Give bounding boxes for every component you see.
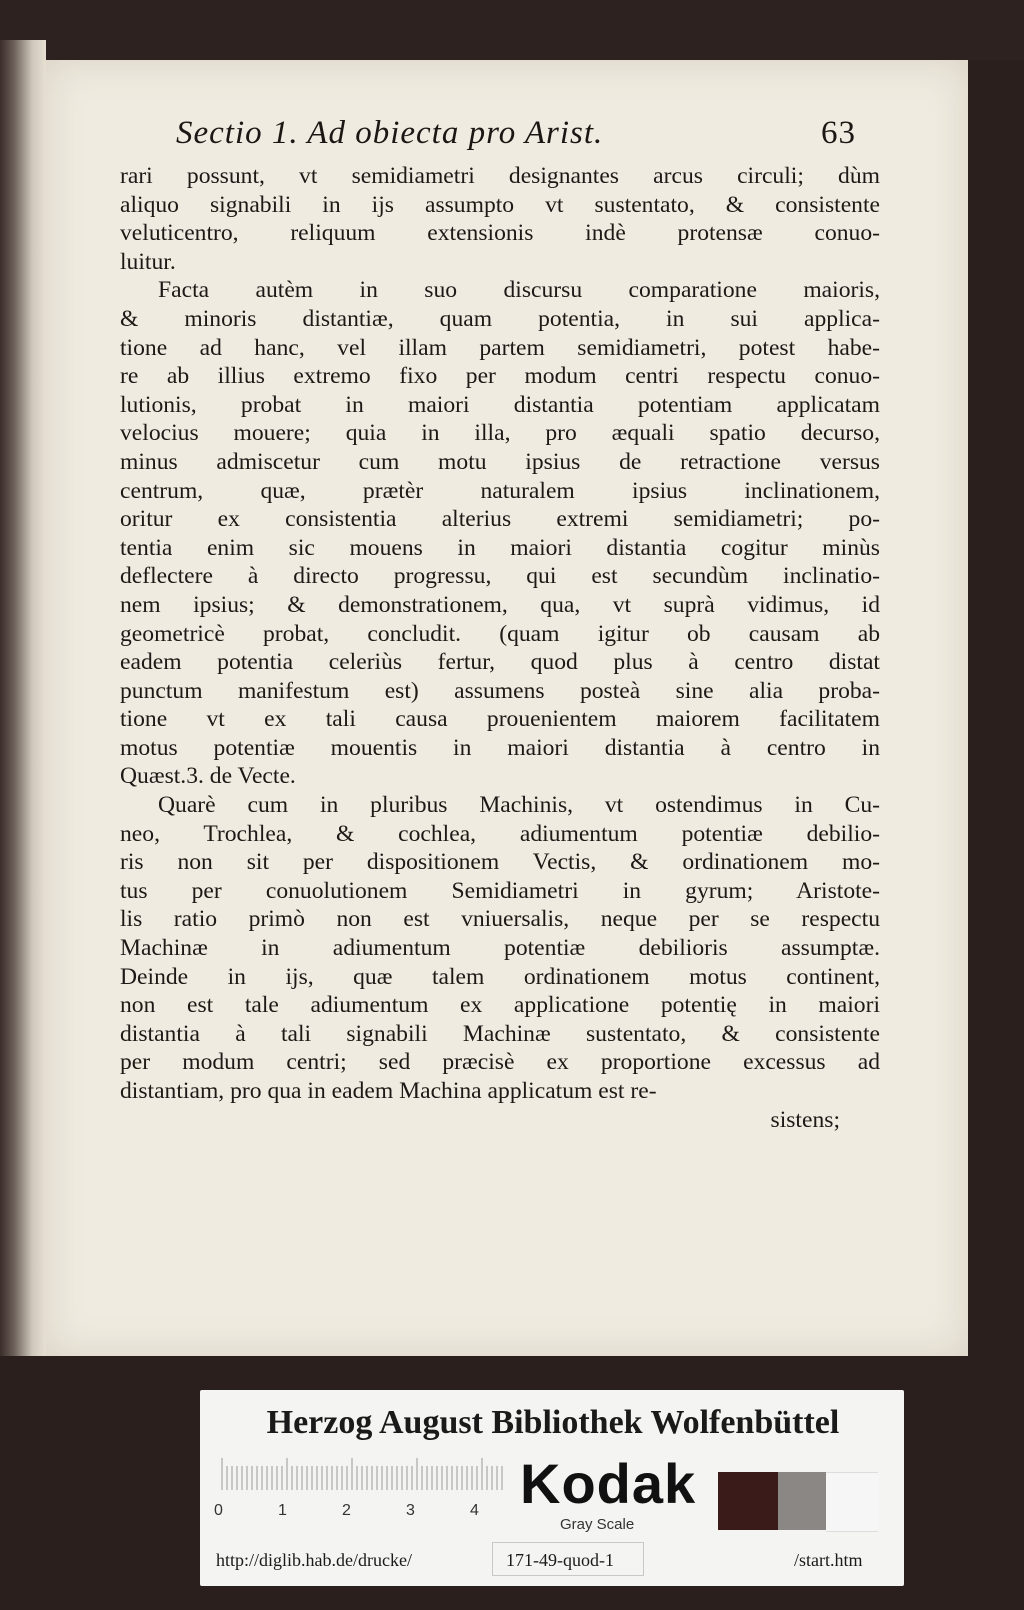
paragraph	[120, 162, 880, 276]
text-line: Machinæ in adiumentum potentiæ debilioris assumptæ.	[120, 935, 880, 962]
text-line: lutionis, probat in maiori distantia potentiam applicatam	[120, 391, 880, 418]
text-line: Deinde in ijs, quæ talem ordinationem motus continent,	[120, 963, 880, 990]
gray-patch-white	[826, 1472, 878, 1532]
scan-background-top	[0, 0, 1024, 60]
book-page	[46, 60, 968, 1356]
text-line: minus admiscetur cum motu ipsius de retractione versus	[120, 448, 880, 475]
text-line: deflectere à directo progressu, qui est secundùm inclinatio-	[120, 563, 880, 590]
text-line: luitur.	[120, 248, 176, 275]
text-line: tione vt ex tali causa prouenientem maiorem facilitatem	[120, 706, 880, 733]
text-line: eadem potentia celeriùs fertur, quod plus à centro distat	[120, 649, 880, 676]
text-line: rari possunt, vt semidiametri designantes arcus circuli; dùm	[120, 163, 880, 189]
text-line: veluticentro, reliquum extensionis indè protensæ conuo-	[120, 220, 880, 247]
url-prefix: http://diglib.hab.de/drucke/	[216, 1550, 412, 1570]
ruler-labels	[214, 1502, 494, 1524]
text-line: re ab illius extremo fixo per modum centri respectu conuo-	[120, 363, 880, 390]
facing-page-edge	[0, 40, 46, 1370]
paragraph	[120, 791, 880, 1106]
text-line: tione ad hanc, vel illam partem semidiametri, potest habe-	[120, 334, 880, 361]
page-number: 63	[821, 115, 856, 151]
text-line: distantia à tali signabili Machinæ sustentato, & consistente	[120, 1020, 880, 1047]
gray-patch-mid	[778, 1472, 826, 1530]
text-line: distantiam, pro qua in eadem Machina applicatum est re-	[120, 1078, 657, 1104]
library-name: Herzog August Bibliothek Wolfenbüttel	[266, 1404, 840, 1441]
color-calibration-card	[200, 1390, 904, 1586]
text-line: nem ipsius; & demonstrationem, qua, vt suprà vidimus, id	[120, 591, 880, 618]
text-line: motus potentiæ mouentis in maiori distantia à centro in	[120, 734, 880, 761]
text-line: Facta autèm in suo discursu comparatione maioris,	[158, 277, 880, 304]
text-line: oritur ex consistentia alterius extremi semidiametri; po-	[120, 506, 880, 533]
paragraph	[120, 276, 880, 791]
text-line: centrum, quæ, prætèr naturalem ipsius inclinationem,	[120, 477, 880, 504]
text-line: Quarè cum in pluribus Machinis, vt ostendimus in Cu-	[158, 792, 880, 819]
ruler-label: 3	[406, 1502, 415, 1519]
body-text	[120, 162, 880, 1134]
catchword: sistens;	[770, 1106, 840, 1133]
gray-patch-dark	[718, 1472, 778, 1530]
source-url	[216, 1542, 892, 1576]
text-line: ris non sit per dispositionem Vectis, & ordinationem mo-	[120, 849, 880, 876]
ruler-label: 2	[342, 1502, 351, 1519]
text-line: per modum centri; sed præcisè ex proportione excessus ad	[120, 1049, 880, 1076]
text-line: tus per conuolutionem Semidiametri in gyrum; Aristote-	[120, 877, 880, 904]
ruler-label: 4	[470, 1502, 479, 1519]
text-line: geometricè probat, concludit. (quam igitur ob causam ab	[120, 620, 880, 647]
ruler-label: 0	[214, 1502, 223, 1519]
ruler-scale	[218, 1454, 508, 1494]
text-line: lis ratio primò non est vniuersalis, neque per se respectu	[120, 906, 880, 933]
text-line: non est tale adiumentum ex applicatione potentię in maiori	[120, 992, 880, 1019]
running-head	[176, 115, 856, 159]
gray-scale-label: Gray Scale	[560, 1516, 635, 1533]
text-line: neo, Trochlea, & cochlea, adiumentum potentiæ debilio-	[120, 820, 880, 847]
text-line: tentia enim sic mouens in maiori distantia cogitur minùs	[120, 534, 880, 561]
text-line: punctum manifestum est) assumens posteà sine alia proba-	[120, 677, 880, 704]
text-line: velocius mouere; quia in illa, pro æquali spatio decurso,	[120, 420, 880, 447]
kodak-logo: Kodak	[520, 1452, 697, 1515]
running-head-title: Sectio 1. Ad obiecta pro Arist.	[176, 115, 604, 151]
url-id: 171-49-quod-1	[506, 1550, 614, 1570]
text-line: & minoris distantiæ, quam potentia, in sui applica-	[120, 305, 880, 332]
text-line: Quæst.3. de Vecte.	[120, 763, 296, 790]
url-suffix: /start.htm	[794, 1550, 863, 1570]
ruler-label: 1	[278, 1502, 287, 1519]
text-line: aliquo signabili in ijs assumpto vt sustentato, & consistente	[120, 191, 880, 218]
